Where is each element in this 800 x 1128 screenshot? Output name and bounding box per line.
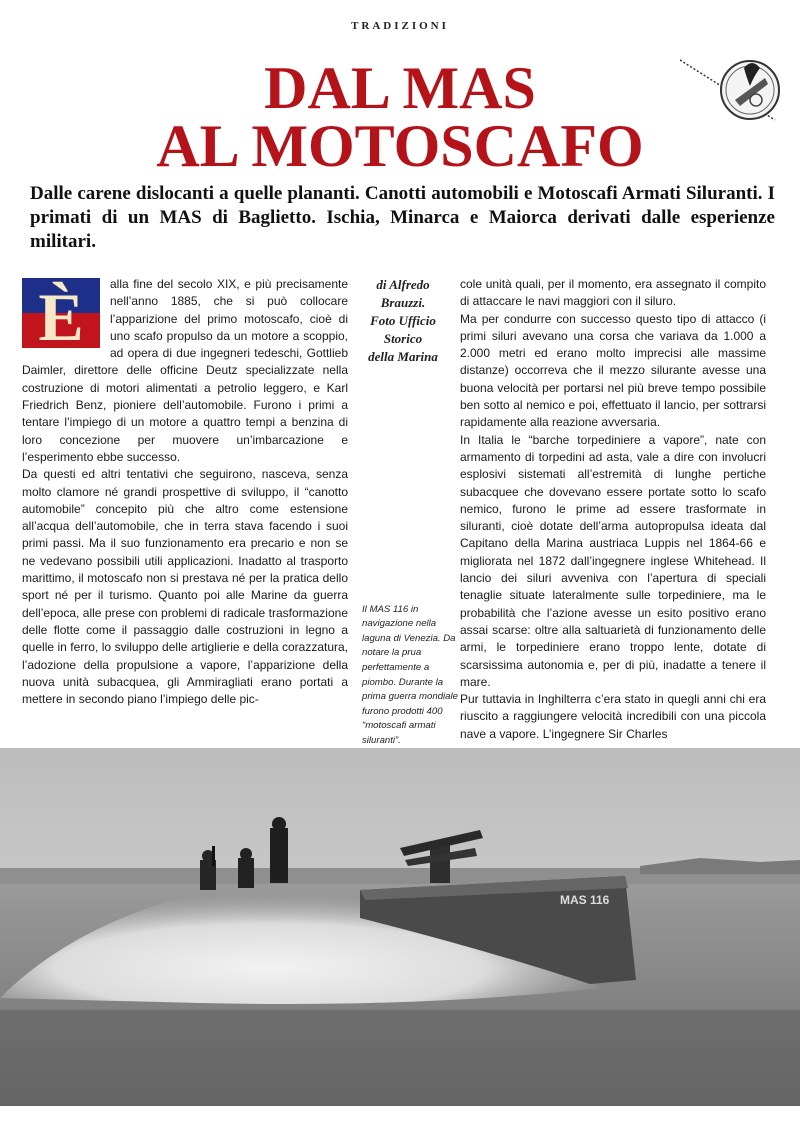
boat-photo [0, 748, 800, 1106]
paragraph: Ma per condurre con successo questo tipo di attacco (i primi siluri avevano una corsa che variava da 1.000 a 2.000 metri ed erano molto imprecisi alle massime distanze) occorreva che il mezzo silurante avesse una buona velocità per portarsi nel più breve tempo possibile ben sotto al nemico e poi, effettuato il lancio, per sottrarsi rapidamente alla reazione avversaria. [460, 311, 766, 430]
byline [350, 276, 456, 366]
paragraph: Pur tuttavia in Inghilterra c’era stato in quegli anni chi era riuscito a raggiungere velocità incredibili con una piccola nave a vapore. L’ingegnere Sir Charles [460, 692, 766, 741]
byline-line: Storico [383, 331, 423, 346]
byline-line: di Alfredo [376, 277, 430, 292]
article-column-right [460, 276, 766, 743]
byline-line: Brauzzi. [380, 295, 426, 310]
paragraph: Da questi ed altri tentativi che seguirono, nasceva, senza molto clamore né grandi prospettive di sviluppo, il “canotto automobile” concepito più che altro come estensione all’acqua dell’automobile, che in terra stava facendo i suoi primi passi. Ma il suo funzionamento era precario e non se ne vedevano possibili utili applicazioni. Inadatto al trasporto marittimo, il motoscafo non si prestava né per la pratica dello sport né per il turismo. Quanto poi alle Marine da guerra dell’epoca, alle prese con problemi di radicale trasformazione delle flotte come il passaggio dalle costruzioni in legno a quelle in ferro, lo sviluppo delle artiglierie e della corazzatura, l’adozione della propulsione a vapore, l’apparizione della nuova unità subacquea, gli Ammiragliati erano portati a mettere in secondo piano l’impiego delle pic- [22, 467, 348, 707]
title-line-2: AL MOTOSCAFO [156, 113, 644, 179]
hull-marking: MAS 116 [560, 893, 610, 907]
section-label: TRADIZIONI [351, 20, 449, 32]
byline-line: della Marina [368, 349, 438, 364]
byline-line: Foto Ufficio [370, 313, 436, 328]
photo-caption: Il MAS 116 in navigazione nella laguna di Venezia. Da notare la prua perfettamente a piombo. Durante la prima guerra mondiale furono prodotti 400 “motoscafi armati siluranti”. [362, 603, 458, 746]
subtitle: Dalle carene dislocanti a quelle plananti. Canotti automobili e Motoscafi Armati Siluranti. I primati di un MAS di Baglietto. Ischia, Minarca e Maiorca derivati dalle esperienze militari. [30, 183, 775, 252]
emblem-logo [680, 38, 795, 128]
paragraph: alla fine del secolo XIX, e più precisamente nell’anno 1885, che si può collocare l’apparizione del primo motoscafo, cioè di uno scafo propulso da un motore a scoppio, ad opera di due ingegneri tedeschi, Gottlieb Daimler, direttore delle officine Deutz specializzate nella costruzione di motori alimentati a petrolio leggero, e Karl Friedrich Benz, pioniere dell’automobile. Furono i primi a tentare l’impiego di un motore a quattro tempi a benzina di loro concezione per muovere un’imbarcazione e l’esperimento ebbe successo. [22, 277, 348, 464]
article-column-left [22, 276, 348, 708]
paragraph: cole unità quali, per il momento, era assegnato il compito di attaccare le navi maggiori con il siluro. [460, 277, 766, 309]
drop-cap: È [22, 278, 100, 348]
paragraph: In Italia le “barche torpediniere a vapore”, nate con armamento di torpedini ad asta, vale a dire con involucri esplosivi sistemati all’estremità di lunghe pertiche subacquee che dovevano essere portate sotto lo scafo nemico, furono le prime ad essere trasformate in siluranti, cioè dotate dell’arma autopropulsa ideata dal Capitano della Marina austriaca Luppis nel 1864-66 e migliorata nel 1872 dall’ingegnere inglese Whitehead. Il lancio dei siluri avveniva con l’apertura di speciali tenaglie situate lateralmente sulle torpediniere, ma le probabilità che l’azione avesse un esito positivo erano assai scarse: oltre alla saltuarietà di funzionamento delle armi, le torpediniere erano troppo lente, dotate di scarsissima autonomia e, per di più, inadatte a tenere il mare. [460, 432, 766, 689]
title-line-1: DAL MAS [264, 55, 536, 121]
